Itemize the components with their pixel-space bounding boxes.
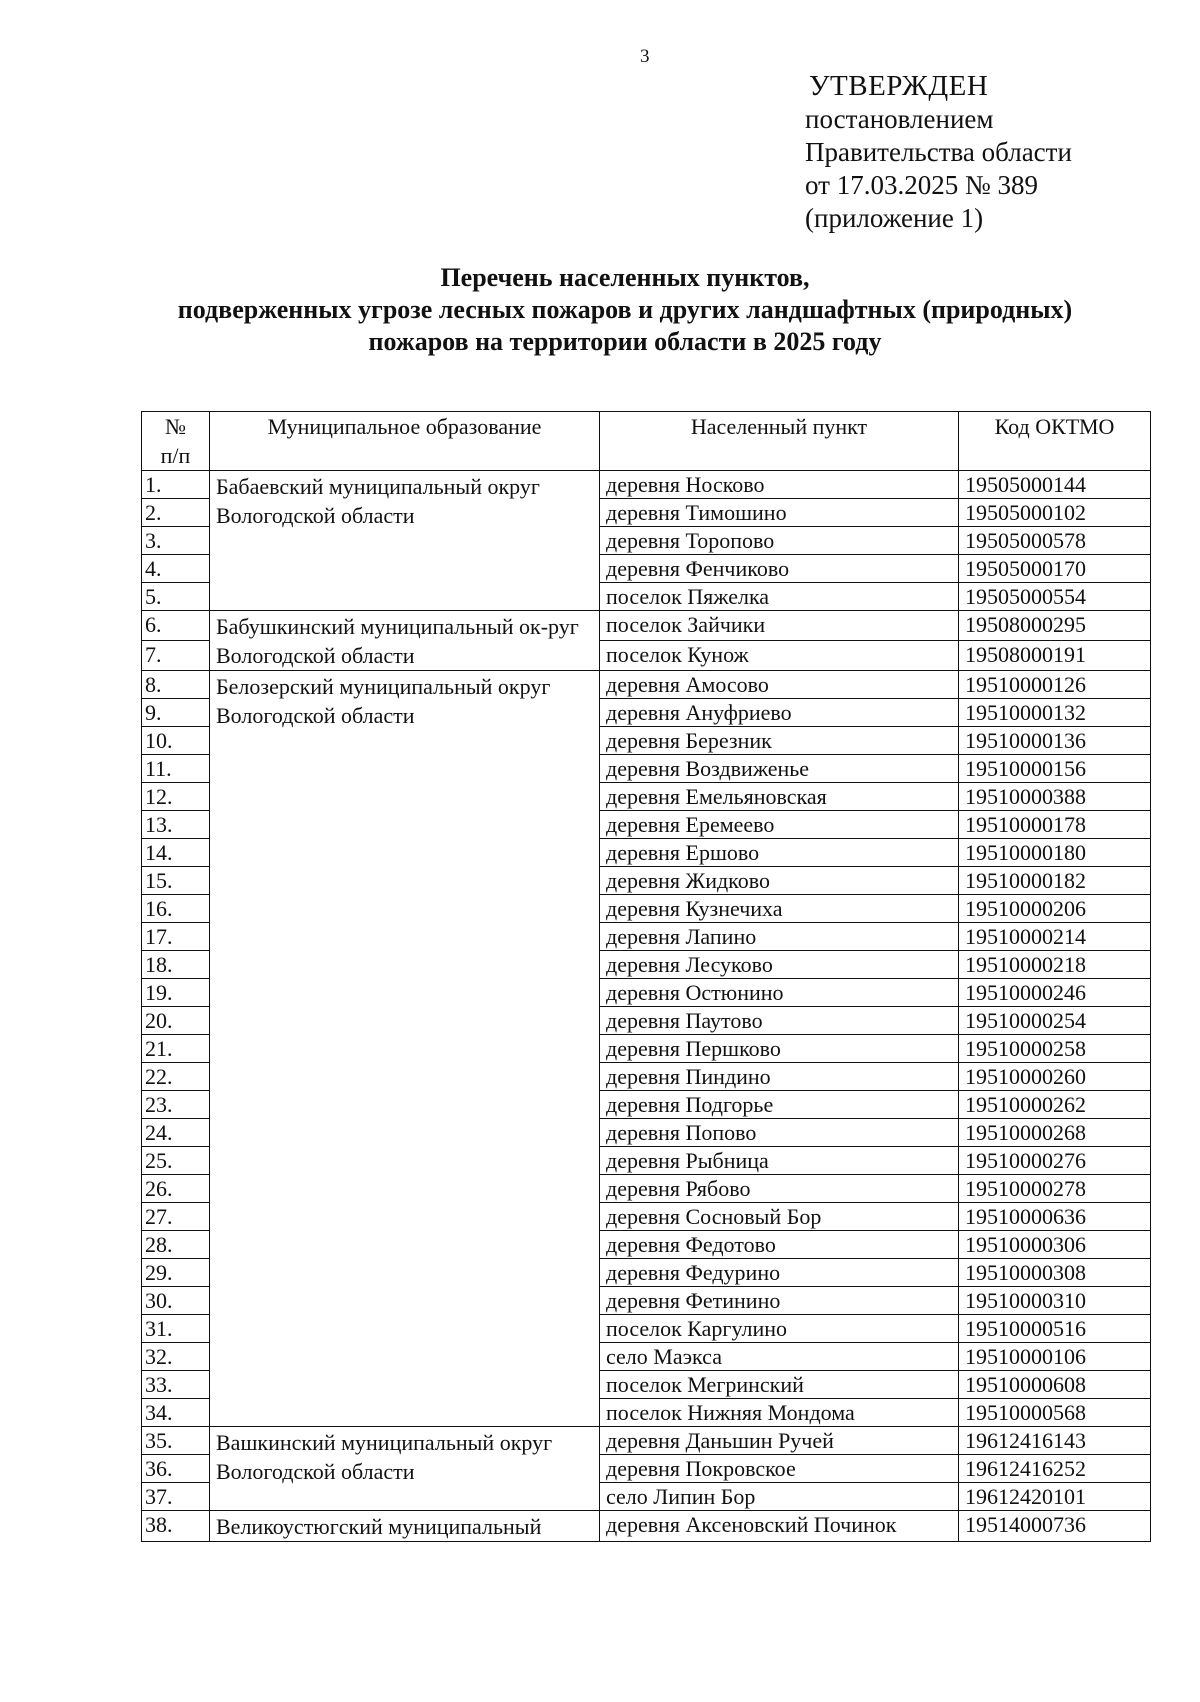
row-number: 14.	[142, 839, 210, 867]
oktmo-code-cell: 19510000206	[959, 895, 1151, 923]
settlement-cell: деревня Лапино	[600, 923, 959, 951]
title-line: Перечень населенных пунктов,	[440, 263, 810, 292]
oktmo-code-cell: 19510000254	[959, 1007, 1151, 1035]
row-number: 3.	[142, 527, 210, 555]
settlement-cell: деревня Даньшин Ручей	[600, 1427, 959, 1455]
oktmo-code-cell: 19510000126	[959, 671, 1151, 699]
row-number: 1.	[142, 471, 210, 499]
row-number: 29.	[142, 1259, 210, 1287]
settlement-cell: деревня Сосновый Бор	[600, 1203, 959, 1231]
oktmo-code-cell: 19508000191	[959, 641, 1151, 671]
row-number: 38.	[142, 1511, 210, 1542]
row-number: 35.	[142, 1427, 210, 1455]
row-number: 4.	[142, 555, 210, 583]
settlement-cell: поселок Кунож	[600, 641, 959, 671]
oktmo-code-cell: 19510000132	[959, 699, 1151, 727]
settlement-cell: село Маэкса	[600, 1343, 959, 1371]
settlement-cell: деревня Ершово	[600, 839, 959, 867]
municipality-cell: Бабаевский муниципальный округ Вологодской области	[210, 471, 600, 611]
oktmo-code-cell: 19510000260	[959, 1063, 1151, 1091]
row-number: 15.	[142, 867, 210, 895]
row-number: 26.	[142, 1175, 210, 1203]
settlement-cell: деревня Ануфриево	[600, 699, 959, 727]
approval-line: постановлением	[805, 104, 994, 134]
oktmo-code-cell: 19505000578	[959, 527, 1151, 555]
oktmo-code-cell: 19510000258	[959, 1035, 1151, 1063]
oktmo-code-cell: 19510000306	[959, 1231, 1151, 1259]
oktmo-code-cell: 19510000156	[959, 755, 1151, 783]
row-number: 13.	[142, 811, 210, 839]
oktmo-code-cell: 19508000295	[959, 611, 1151, 641]
row-number: 6.	[142, 611, 210, 641]
row-number: 2.	[142, 499, 210, 527]
settlement-cell: поселок Зайчики	[600, 611, 959, 641]
row-number: 7.	[142, 641, 210, 671]
oktmo-code-cell: 19612420101	[959, 1483, 1151, 1511]
table-body	[142, 471, 1151, 1542]
row-number: 22.	[142, 1063, 210, 1091]
settlement-cell: деревня Кузнечиха	[600, 895, 959, 923]
approval-appendix: (приложение 1)	[805, 203, 984, 233]
oktmo-code-cell: 19510000516	[959, 1315, 1151, 1343]
oktmo-code-cell: 19510000388	[959, 783, 1151, 811]
oktmo-code-cell: 19510000214	[959, 923, 1151, 951]
oktmo-code-cell: 19505000554	[959, 583, 1151, 611]
settlement-cell: поселок Пяжелка	[600, 583, 959, 611]
row-number: 32.	[142, 1343, 210, 1371]
table-row	[142, 671, 1151, 699]
oktmo-code-cell: 19505000102	[959, 499, 1151, 527]
settlement-cell: деревня Пиндино	[600, 1063, 959, 1091]
settlement-cell: деревня Федотово	[600, 1231, 959, 1259]
row-number: 21.	[142, 1035, 210, 1063]
oktmo-code-cell: 19510000308	[959, 1259, 1151, 1287]
row-number: 24.	[142, 1119, 210, 1147]
settlement-cell: деревня Остюнино	[600, 979, 959, 1007]
oktmo-code-cell: 19510000276	[959, 1147, 1151, 1175]
settlement-cell: поселок Нижняя Мондома	[600, 1399, 959, 1427]
settlement-cell: деревня Лесуково	[600, 951, 959, 979]
settlement-cell: деревня Федурино	[600, 1259, 959, 1287]
municipality-cell: Бабушкинский муниципальный ок-руг Вологодской области	[210, 611, 600, 671]
oktmo-code-cell: 19612416143	[959, 1427, 1151, 1455]
header-number: № п/п	[142, 412, 210, 471]
settlement-cell: деревня Рябово	[600, 1175, 959, 1203]
settlement-cell: деревня Рыбница	[600, 1147, 959, 1175]
row-number: 37.	[142, 1483, 210, 1511]
oktmo-code-cell: 19510000246	[959, 979, 1151, 1007]
settlement-cell: деревня Подгорье	[600, 1091, 959, 1119]
title-line: пожаров на территории области в 2025 году	[368, 327, 882, 356]
oktmo-code-cell: 19510000278	[959, 1175, 1151, 1203]
oktmo-code-cell: 19510000180	[959, 839, 1151, 867]
oktmo-code-cell: 19505000170	[959, 555, 1151, 583]
settlement-cell: деревня Аксеновский Починок	[600, 1511, 959, 1542]
settlement-cell: деревня Фенчиково	[600, 555, 959, 583]
row-number: 28.	[142, 1231, 210, 1259]
settlement-cell: деревня Носково	[600, 471, 959, 499]
oktmo-code-cell: 19510000182	[959, 867, 1151, 895]
settlement-cell: деревня Паутово	[600, 1007, 959, 1035]
row-number: 9.	[142, 699, 210, 727]
row-number: 11.	[142, 755, 210, 783]
settlement-cell: деревня Амосово	[600, 671, 959, 699]
row-number: 25.	[142, 1147, 210, 1175]
table-row	[142, 1427, 1151, 1455]
settlement-cell: деревня Еремеево	[600, 811, 959, 839]
table-row	[142, 611, 1151, 641]
approval-stamp-block	[805, 70, 1072, 235]
oktmo-code-cell: 19510000136	[959, 727, 1151, 755]
table-row	[142, 471, 1151, 499]
oktmo-code-cell: 19510000568	[959, 1399, 1151, 1427]
row-number: 19.	[142, 979, 210, 1007]
settlements-table	[141, 411, 1151, 1542]
oktmo-code-cell: 19510000608	[959, 1371, 1151, 1399]
header-oktmo-code: Код ОКТМО	[959, 412, 1151, 471]
settlement-cell: поселок Мегринский	[600, 1371, 959, 1399]
row-number: 36.	[142, 1455, 210, 1483]
row-number: 17.	[142, 923, 210, 951]
table-header-row	[142, 412, 1151, 471]
settlement-cell: деревня Покровское	[600, 1455, 959, 1483]
oktmo-code-cell: 19505000144	[959, 471, 1151, 499]
row-number: 12.	[142, 783, 210, 811]
oktmo-code-cell: 19510000178	[959, 811, 1151, 839]
row-number: 18.	[142, 951, 210, 979]
oktmo-code-cell: 19510000636	[959, 1203, 1151, 1231]
approval-heading: УТВЕРЖДЕН	[809, 70, 989, 102]
settlement-cell: поселок Каргулино	[600, 1315, 959, 1343]
approval-line: Правительства области	[805, 137, 1072, 167]
settlement-cell: село Липин Бор	[600, 1483, 959, 1511]
title-line: подверженных угрозе лесных пожаров и других ландшафтных (природных)	[177, 295, 1073, 324]
oktmo-code-cell: 19514000736	[959, 1511, 1151, 1542]
row-number: 20.	[142, 1007, 210, 1035]
row-number: 33.	[142, 1371, 210, 1399]
settlement-cell: деревня Першково	[600, 1035, 959, 1063]
header-settlement: Населенный пункт	[600, 412, 959, 471]
document-title	[100, 262, 1150, 358]
settlement-cell: деревня Фетинино	[600, 1287, 959, 1315]
row-number: 31.	[142, 1315, 210, 1343]
row-number: 30.	[142, 1287, 210, 1315]
row-number: 10.	[142, 727, 210, 755]
settlement-cell: деревня Тимошино	[600, 499, 959, 527]
row-number: 8.	[142, 671, 210, 699]
table-row	[142, 1511, 1151, 1542]
page-number: 3	[640, 46, 650, 67]
settlement-cell: деревня Жидково	[600, 867, 959, 895]
municipality-cell: Белозерский муниципальный округ Вологодской области	[210, 671, 600, 1427]
settlement-cell: деревня Попово	[600, 1119, 959, 1147]
settlement-cell: деревня Торопово	[600, 527, 959, 555]
header-municipality: Муниципальное образование	[210, 412, 600, 471]
row-number: 34.	[142, 1399, 210, 1427]
settlement-cell: деревня Воздвиженье	[600, 755, 959, 783]
row-number: 23.	[142, 1091, 210, 1119]
row-number: 27.	[142, 1203, 210, 1231]
municipality-cell: Великоустюгский муниципальный	[210, 1511, 600, 1542]
oktmo-code-cell: 19510000106	[959, 1343, 1151, 1371]
approval-date-number: от 17.03.2025 № 389	[805, 170, 1038, 200]
oktmo-code-cell: 19510000262	[959, 1091, 1151, 1119]
settlement-cell: деревня Березник	[600, 727, 959, 755]
municipality-cell: Вашкинский муниципальный округ Вологодской области	[210, 1427, 600, 1511]
oktmo-code-cell: 19510000310	[959, 1287, 1151, 1315]
row-number: 16.	[142, 895, 210, 923]
oktmo-code-cell: 19510000218	[959, 951, 1151, 979]
row-number: 5.	[142, 583, 210, 611]
oktmo-code-cell: 19612416252	[959, 1455, 1151, 1483]
settlement-cell: деревня Емельяновская	[600, 783, 959, 811]
oktmo-code-cell: 19510000268	[959, 1119, 1151, 1147]
